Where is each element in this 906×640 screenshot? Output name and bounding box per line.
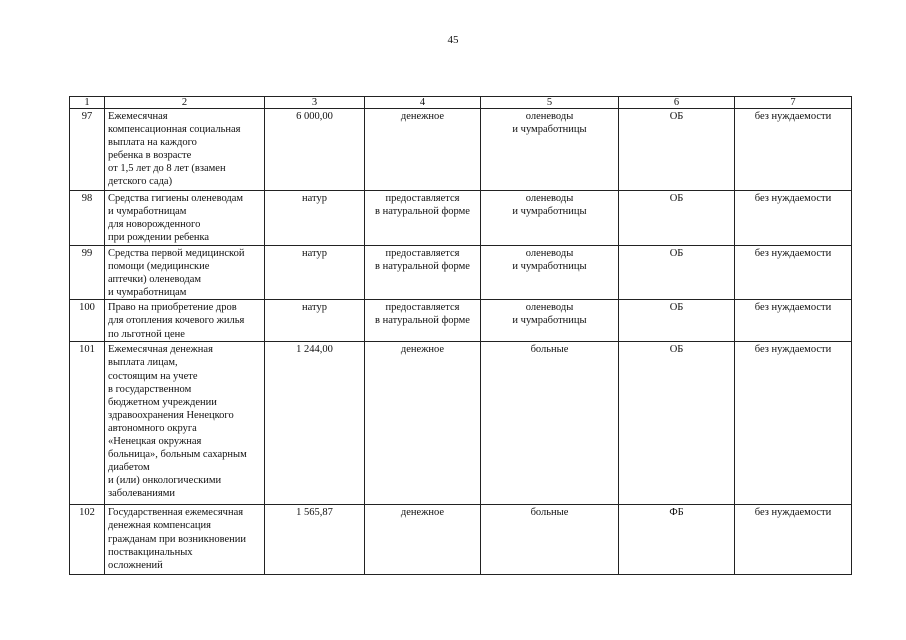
- benefit-recipients: больные: [481, 342, 619, 505]
- budget-source: ОБ: [619, 191, 735, 246]
- page-number: 45: [447, 34, 459, 46]
- benefit-amount: натур: [265, 300, 365, 342]
- column-header: 5: [481, 97, 619, 109]
- table-row: [70, 246, 852, 300]
- benefit-form: денежное: [365, 505, 481, 575]
- column-header: 2: [105, 97, 265, 109]
- need-criteria: без нуждаемости: [735, 109, 852, 191]
- benefit-recipients: оленеводы и чумработницы: [481, 300, 619, 342]
- benefit-name: Средства гигиены оленеводам и чумработницам для новорожденного при рождении ребенка: [105, 191, 265, 246]
- benefit-amount: натур: [265, 191, 365, 246]
- benefit-name: Средства первой медицинской помощи (медицинские аптечки) оленеводам и чумработницам: [105, 246, 265, 300]
- column-header: 3: [265, 97, 365, 109]
- benefit-form: предоставляется в натуральной форме: [365, 246, 481, 300]
- benefit-amount: 1 565,87: [265, 505, 365, 575]
- table-row: [70, 505, 852, 575]
- benefits-table: [69, 96, 852, 575]
- budget-source: ОБ: [619, 342, 735, 505]
- benefit-form: денежное: [365, 109, 481, 191]
- need-criteria: без нуждаемости: [735, 191, 852, 246]
- column-header: 6: [619, 97, 735, 109]
- table-row: [70, 300, 852, 342]
- benefit-name: Ежемесячная денежная выплата лицам, состоящим на учете в государственном бюджетном учреждении здравоохранения Ненецкого автономного округа «Ненецкая окружная больница», больным сахарным диабетом и (или) онкологическими заболеваниями: [105, 342, 265, 505]
- benefit-form: предоставляется в натуральной форме: [365, 191, 481, 246]
- budget-source: ФБ: [619, 505, 735, 575]
- row-number: 98: [70, 191, 105, 246]
- benefit-amount: 1 244,00: [265, 342, 365, 505]
- column-header: 4: [365, 97, 481, 109]
- budget-source: ОБ: [619, 300, 735, 342]
- benefit-name: Ежемесячная компенсационная социальная выплата на каждого ребенка в возрасте от 1,5 лет до 8 лет (взамен детского сада): [105, 109, 265, 191]
- benefit-form: предоставляется в натуральной форме: [365, 300, 481, 342]
- budget-source: ОБ: [619, 109, 735, 191]
- benefit-recipients: больные: [481, 505, 619, 575]
- table-row: [70, 342, 852, 505]
- benefit-form: денежное: [365, 342, 481, 505]
- table-row: [70, 109, 852, 191]
- benefit-name: Право на приобретение дров для отопления кочевого жилья по льготной цене: [105, 300, 265, 342]
- budget-source: ОБ: [619, 246, 735, 300]
- row-number: 99: [70, 246, 105, 300]
- benefit-recipients: оленеводы и чумработницы: [481, 191, 619, 246]
- row-number: 100: [70, 300, 105, 342]
- benefit-name: Государственная ежемесячная денежная компенсация гражданам при возникновении поствакцинальных осложнений: [105, 505, 265, 575]
- table-row: [70, 191, 852, 246]
- benefit-recipients: оленеводы и чумработницы: [481, 109, 619, 191]
- column-header: 1: [70, 97, 105, 109]
- need-criteria: без нуждаемости: [735, 342, 852, 505]
- row-number: 97: [70, 109, 105, 191]
- table-header-row: [70, 97, 852, 109]
- need-criteria: без нуждаемости: [735, 505, 852, 575]
- row-number: 102: [70, 505, 105, 575]
- row-number: 101: [70, 342, 105, 505]
- benefit-amount: 6 000,00: [265, 109, 365, 191]
- benefit-amount: натур: [265, 246, 365, 300]
- benefit-recipients: оленеводы и чумработницы: [481, 246, 619, 300]
- column-header: 7: [735, 97, 852, 109]
- need-criteria: без нуждаемости: [735, 246, 852, 300]
- need-criteria: без нуждаемости: [735, 300, 852, 342]
